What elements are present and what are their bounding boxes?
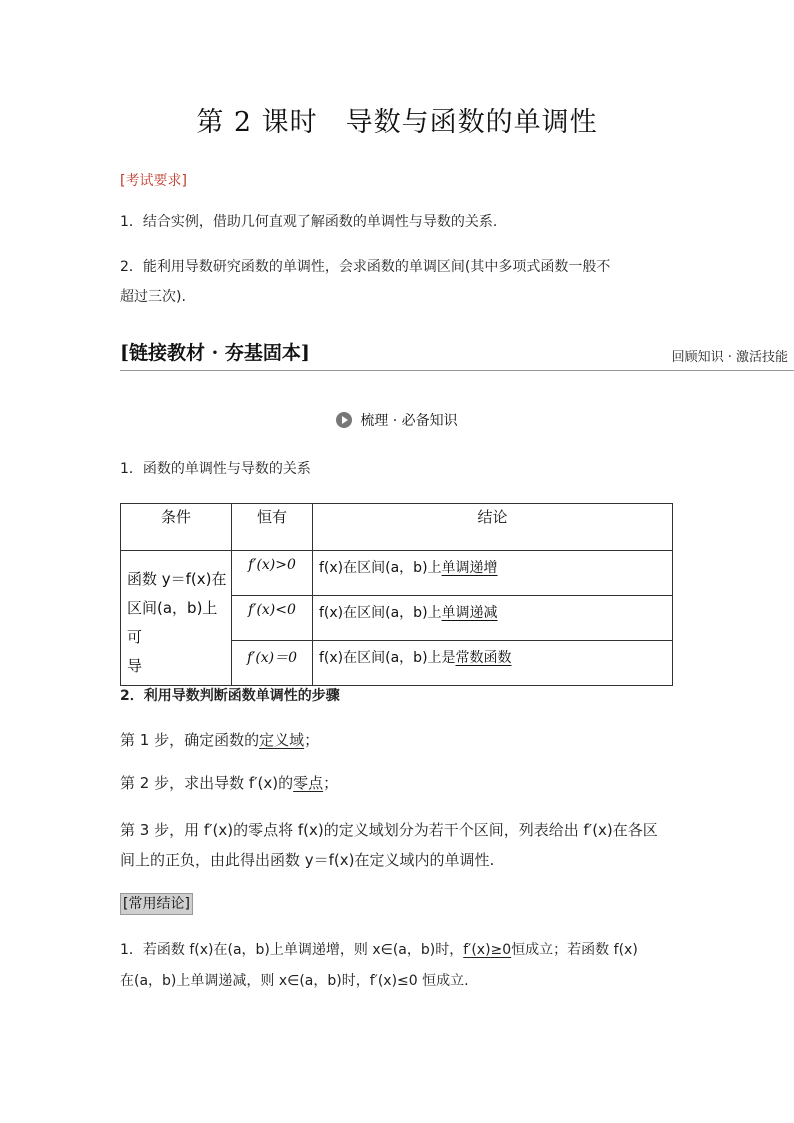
derivative-cell bbox=[232, 641, 313, 686]
conclusion-cell bbox=[313, 596, 673, 641]
subheading bbox=[0, 410, 794, 430]
step-1-suffix: ； bbox=[304, 731, 320, 749]
condition-line: 区间(a，b)上可 bbox=[127, 599, 218, 646]
conclusion-1-line-2: 在(a，b)上单调递减，则 x∈(a，b)时，f′(x)≤0 恒成立. bbox=[120, 973, 469, 989]
common-conclusions-tag: [常用结论] bbox=[120, 893, 193, 915]
conclusion-1-prefix: 1．若函数 f(x)在(a，b)上单调递增，则 x∈(a，b)时， bbox=[120, 942, 464, 958]
conclusion-answer: 单调递减 bbox=[441, 605, 498, 621]
exam-requirements-tag: [考试要求] bbox=[120, 173, 187, 189]
step-2-suffix: ； bbox=[323, 774, 339, 792]
table-header-cell: 条件 bbox=[121, 504, 232, 551]
table-row bbox=[121, 551, 673, 596]
exam-item-2-line-1: 2．能利用导数研究函数的单调性，会求函数的单调区间(其中多项式函数一般不 bbox=[120, 259, 611, 275]
table-header-cell: 恒有 bbox=[232, 504, 313, 551]
conclusion-1-answer: f′(x)≥0 bbox=[463, 942, 512, 958]
condition-line: 导 bbox=[127, 657, 143, 675]
conclusion-prefix: f(x)在区间(a，b)上 bbox=[319, 605, 442, 621]
derivative-value: f′(x)>0 bbox=[248, 557, 296, 573]
monotonicity-table bbox=[120, 503, 673, 686]
section-title: [链接教材 · 夯基固本] bbox=[120, 342, 310, 364]
conclusion-answer: 单调递增 bbox=[441, 560, 498, 576]
table-header-cell: 结论 bbox=[313, 504, 673, 551]
derivative-value: f′(x)＝0 bbox=[246, 650, 298, 666]
heading-2: 2．利用导数判断函数单调性的步骤 bbox=[120, 688, 340, 704]
section-subtitle: 回顾知识 · 激活技能 bbox=[671, 350, 788, 365]
subheading-label: 梳理 · 必备知识 bbox=[360, 413, 458, 429]
conclusion-1-line-1 bbox=[120, 935, 638, 965]
step-3-line-1: 第 3 步，用 f′(x)的零点将 f(x)的定义域划分为若干个区间，列表给出 f′(x)在各区 bbox=[120, 821, 658, 839]
step-2-answer: 零点 bbox=[293, 774, 324, 792]
exam-item-1: 1．结合实例，借助几何直观了解函数的单调性与导数的关系. bbox=[120, 214, 498, 230]
condition-line: 函数 y＝f(x)在 bbox=[127, 570, 227, 588]
condition-cell bbox=[121, 551, 232, 686]
play-circle-icon bbox=[336, 412, 352, 428]
derivative-cell bbox=[232, 551, 313, 596]
conclusion-cell bbox=[313, 551, 673, 596]
step-3-line-2: 间上的正负，由此得出函数 y＝f(x)在定义域内的单调性. bbox=[120, 851, 495, 869]
step-2 bbox=[120, 766, 338, 801]
conclusion-prefix: f(x)在区间(a，b)上是 bbox=[319, 650, 456, 666]
exam-item-2-line-2: 超过三次). bbox=[120, 289, 186, 305]
conclusion-1-suffix: 恒成立；若函数 f(x) bbox=[511, 942, 638, 958]
table-header-row bbox=[121, 504, 673, 551]
step-1-answer: 定义域 bbox=[259, 731, 305, 749]
common-conclusions-tag-wrap bbox=[120, 893, 193, 915]
step-1-prefix: 第 1 步，确定函数的 bbox=[120, 731, 260, 749]
conclusion-answer: 常数函数 bbox=[455, 650, 512, 666]
page-title: 第 2 课时 导数与函数的单调性 bbox=[196, 107, 598, 138]
step-1 bbox=[120, 723, 319, 758]
heading-1: 1．函数的单调性与导数的关系 bbox=[120, 461, 311, 477]
step-2-prefix: 第 2 步，求出导数 f′(x)的 bbox=[120, 774, 294, 792]
conclusion-prefix: f(x)在区间(a，b)上 bbox=[319, 560, 442, 576]
conclusion-cell bbox=[313, 641, 673, 686]
derivative-cell bbox=[232, 596, 313, 641]
derivative-value: f′(x)<0 bbox=[248, 602, 296, 618]
